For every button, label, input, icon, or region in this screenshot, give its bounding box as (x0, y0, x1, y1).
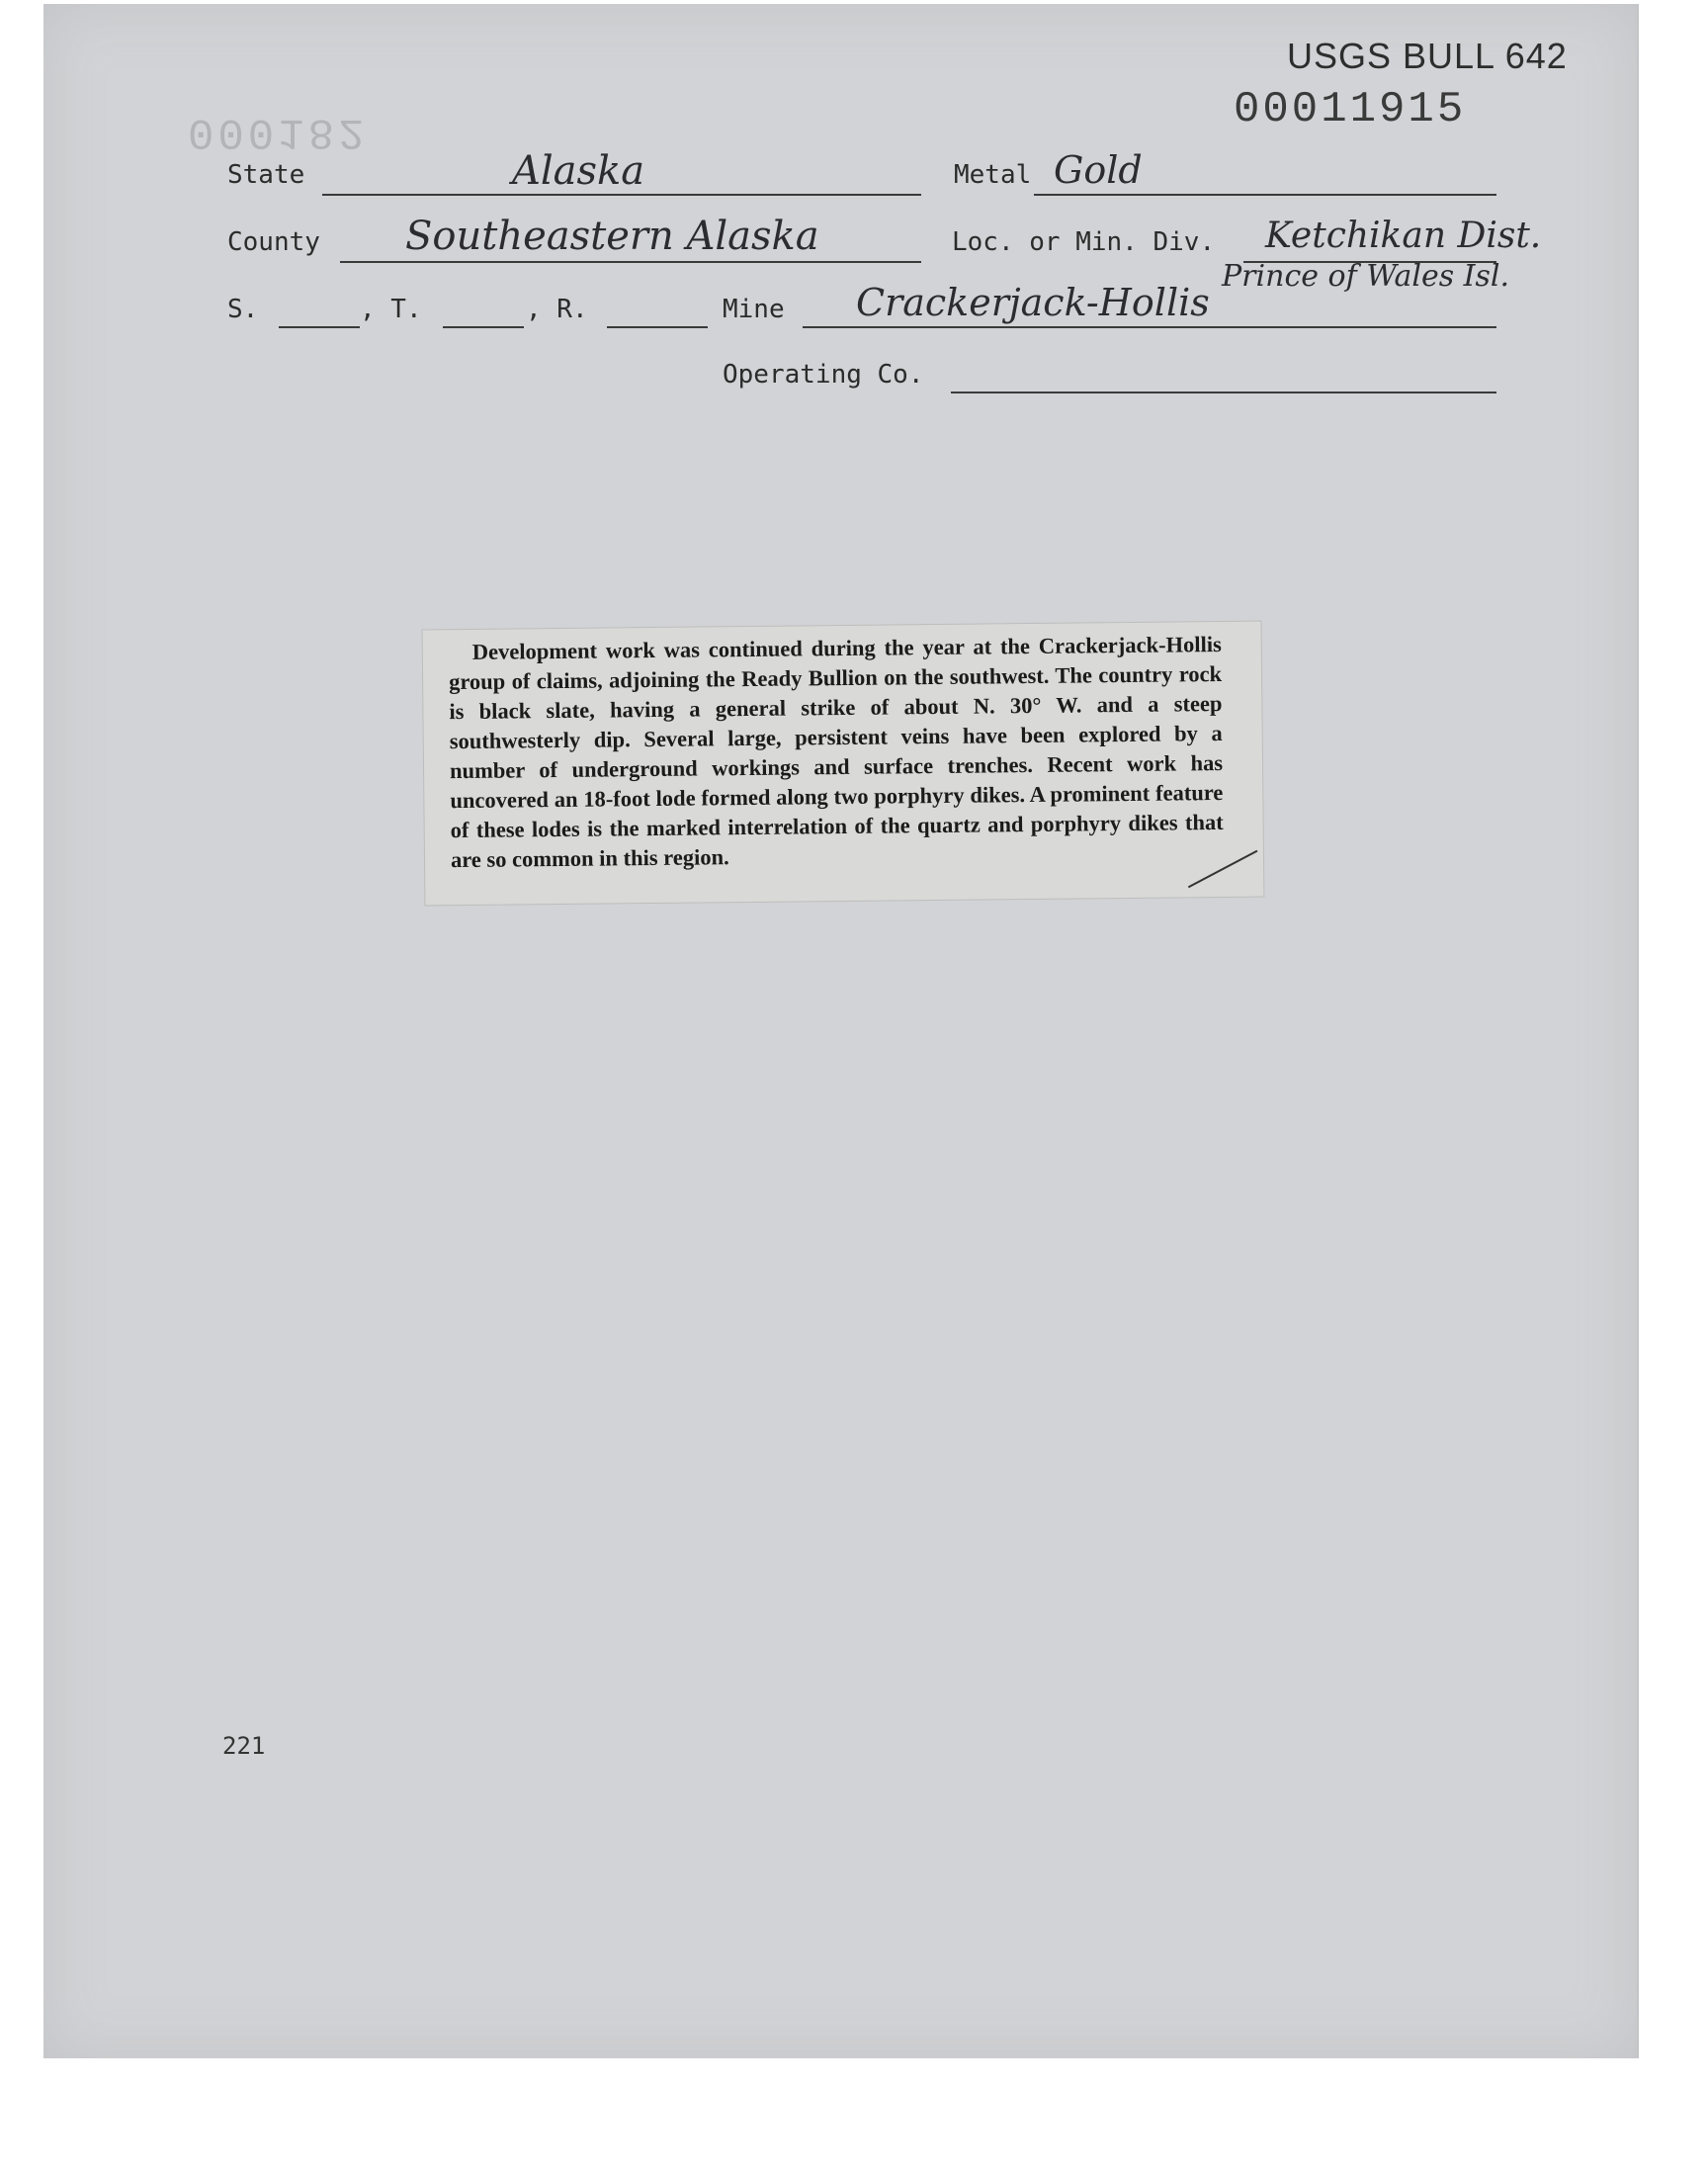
operating-co-label: Operating Co. (723, 360, 924, 390)
page-number: 221 (222, 1732, 266, 1760)
section-label: S. (227, 295, 259, 324)
metal-line (1034, 194, 1496, 196)
mine-value[interactable]: Crackerjack-Hollis (856, 281, 1210, 324)
state-line (322, 194, 921, 196)
county-line (340, 261, 921, 263)
pencil-mark (1184, 831, 1264, 892)
range-label: , R. (526, 295, 588, 324)
mine-label: Mine (723, 295, 785, 324)
range-line (607, 326, 708, 328)
serial-stamp (1234, 85, 1466, 134)
section-line (279, 326, 360, 328)
state-label: State (227, 160, 305, 190)
township-line (443, 326, 524, 328)
newspaper-clipping (422, 621, 1265, 907)
state-value[interactable]: Alaska (512, 148, 645, 194)
loc-label: Loc. or Min. Div. (952, 227, 1216, 257)
bleed-through-number: 000182 (188, 107, 369, 156)
loc-value[interactable]: Ketchikan Dist. (1265, 216, 1542, 256)
clipping-text: Development work was continued during the year at the Crackerjack-Hollis group of claims, adjoining the Ready Bullion on the southwest. The country rock is black slate, having a general strike of about N. 30° W. and a steep southwesterly dip. Several large, persistent veins have been explored by a number of underground workings and surface trenches. Recent work has uncovered an 18-foot lode formed along two porphyry dikes. A prominent feature of these lodes is the marked interrelation of the quartz and porphyry dikes that are so common in this region. (448, 631, 1224, 873)
county-label: County (227, 227, 320, 257)
year-stamp: 1915 (1349, 85, 1467, 134)
operating-co-line (951, 392, 1496, 393)
serial-number: 0001 (1234, 85, 1350, 134)
loc-value-secondary[interactable]: Prince of Wales Isl. (1222, 259, 1510, 294)
metal-label: Metal (954, 160, 1032, 190)
county-value[interactable]: Southeastern Alaska (405, 214, 819, 259)
mine-line (803, 326, 1496, 328)
record-card (43, 4, 1639, 2058)
metal-value[interactable]: Gold (1054, 148, 1143, 192)
bulletin-stamp: USGS BULL 642 (1287, 36, 1568, 76)
township-label: , T. (360, 295, 422, 324)
